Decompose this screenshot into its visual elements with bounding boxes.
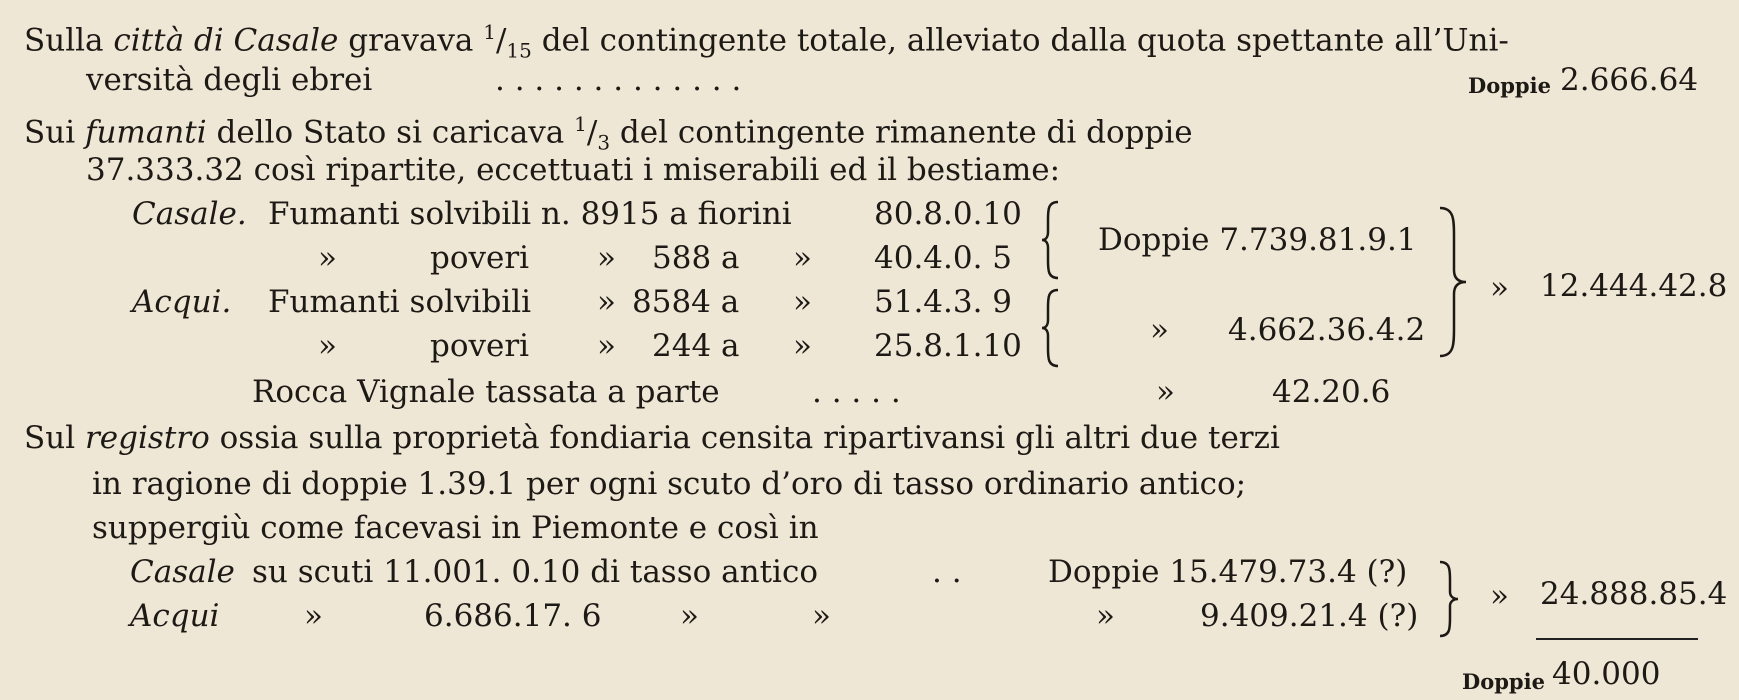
rocca-value: 42.20.6 [1272, 374, 1391, 410]
fumanti-row3-num: 8584 a [632, 284, 740, 320]
registro-row1-value: Doppie 15.479.73.4 (?) [1048, 554, 1408, 590]
registro-total: 24.888.85.4 [1540, 576, 1728, 612]
fumanti-row4-word: poveri [430, 328, 530, 364]
p1-line1: Sulla città di Casale gravava $^1/_{15}$ del contingente totale, alleviato dalla quota spettante all’Uni- [24, 20, 1509, 63]
rocca-text: Rocca Vignale tassata a parte [252, 374, 720, 410]
fumanti-row3-text: Fumanti solvibili [268, 284, 532, 320]
p1-dots: . . . . . . . . . . . . . [495, 62, 742, 98]
fumanti-row2-word: poveri [430, 240, 530, 276]
fumanti-row4-q3: » [793, 328, 812, 364]
p3-line3: suppergiù come facevasi in Piemonte e così in [92, 510, 819, 546]
fumanti-acqui-label: Acqui. [132, 284, 232, 320]
registro-row2-q2: » [680, 598, 699, 634]
registro-row2-q1: » [304, 598, 323, 634]
brace-fumanti-total [1436, 206, 1470, 358]
fumanti-subtotal-casale: Doppie 7.739.81.9.1 [1098, 222, 1417, 258]
fumanti-row4-q1: » [318, 328, 337, 364]
registro-row2-num: 6.686.17. 6 [424, 598, 602, 634]
registro-casale-label: Casale [130, 554, 235, 590]
registro-row2-q4: » [1096, 598, 1115, 634]
fumanti-subtotal-acqui: 4.662.36.4.2 [1228, 312, 1426, 348]
fumanti-row2-value: 40.4.0. 5 [874, 240, 1013, 276]
fumanti-row1-text: Fumanti solvibili n. 8915 a fiorini [268, 196, 792, 232]
fumanti-row3-value: 51.4.3. 9 [874, 284, 1013, 320]
fumanti-row2-q3: » [793, 240, 812, 276]
registro-row1-text: su scuti 11.001. 0.10 di tasso antico [252, 554, 818, 590]
fumanti-row2-q1: » [318, 240, 337, 276]
p1-line2: versità degli ebrei [86, 62, 373, 98]
sum-rule [1536, 638, 1698, 640]
fumanti-row4-num: 244 a [652, 328, 740, 364]
registro-total-q: » [1490, 578, 1509, 614]
p1-unit: Doppie [1468, 73, 1551, 98]
fumanti-row3-q2: » [793, 284, 812, 320]
fumanti-row1-value: 80.8.0.10 [874, 196, 1022, 232]
rocca-dots: . . . . . [812, 374, 901, 410]
p3-line2: in ragione di doppie 1.39.1 per ogni scuto d’oro di tasso ordinario antico; [92, 466, 1247, 502]
fumanti-row3-q1: » [597, 284, 616, 320]
p1-value: 2.666.64 [1560, 62, 1699, 98]
p3-line1: Sul registro ossia sulla proprietà fondiaria censita ripartivansi gli altri due terzi [24, 420, 1280, 456]
p2-line1: Sui fumanti dello Stato si caricava $^1/_3$ del contingente rimanente di doppie [24, 112, 1193, 155]
fumanti-row4-value: 25.8.1.10 [874, 328, 1022, 364]
fumanti-row2-q2: » [597, 240, 616, 276]
registro-acqui-label: Acqui [130, 598, 220, 634]
rocca-q: » [1156, 374, 1175, 410]
brace-acqui [1040, 288, 1064, 368]
grand-unit: Doppie [1462, 669, 1545, 694]
grand-total: 40.000 [1552, 656, 1661, 692]
registro-row2-value: 9.409.21.4 (?) [1200, 598, 1419, 634]
fumanti-casale-label: Casale. [132, 196, 247, 232]
fumanti-row2-num: 588 a [652, 240, 740, 276]
brace-registro-total [1436, 560, 1460, 638]
fumanti-total: 12.444.42.8 [1540, 268, 1728, 304]
registro-row1-dots: . . [932, 554, 962, 590]
brace-casale [1040, 200, 1064, 280]
fumanti-total-q: » [1490, 270, 1509, 306]
fumanti-row4-q2: » [597, 328, 616, 364]
registro-row2-q3: » [812, 598, 831, 634]
p2-line2: 37.333.32 così ripartite, eccettuati i miserabili ed il bestiame: [86, 152, 1061, 188]
fumanti-subtotal-acqui-q: » [1150, 312, 1169, 348]
